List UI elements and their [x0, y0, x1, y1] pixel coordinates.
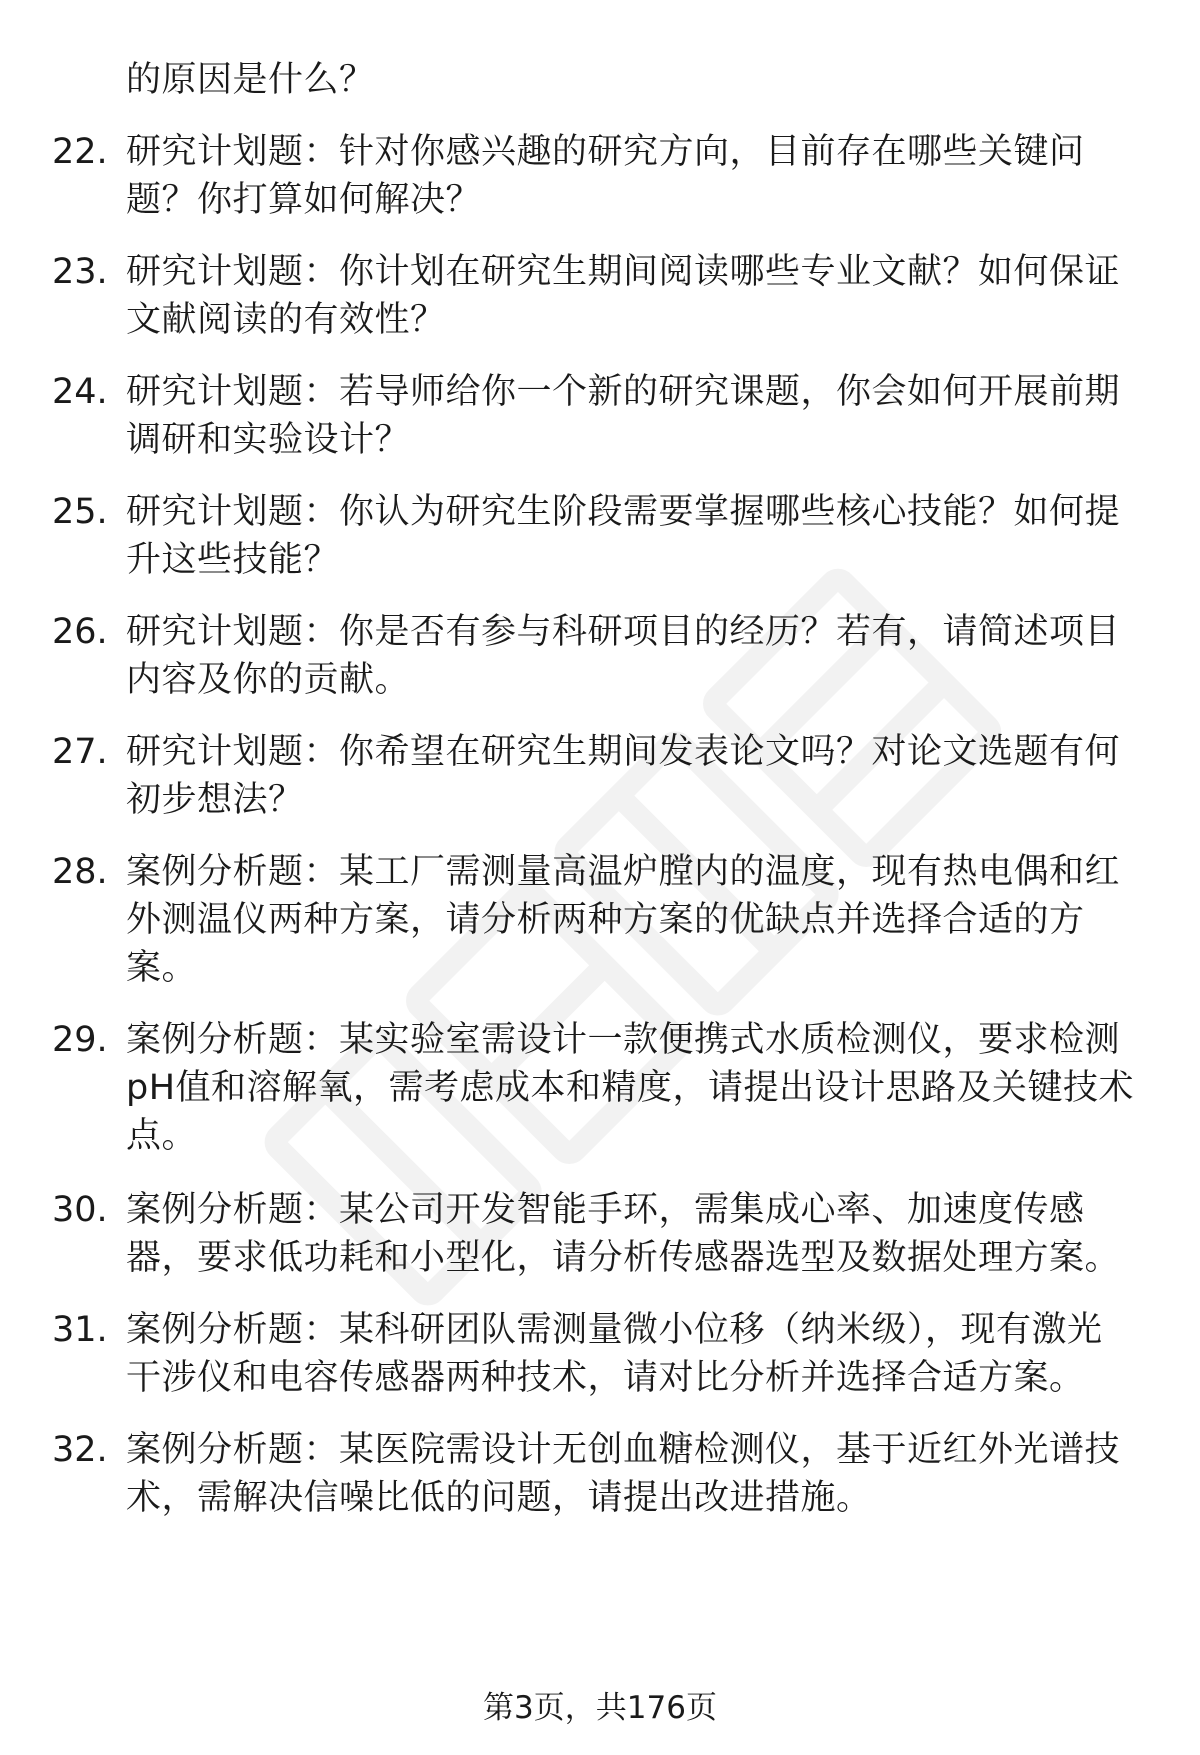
question-text-line: 文献阅读的有效性？	[126, 300, 446, 340]
question-text-line: 内容及你的贡献。	[126, 660, 411, 700]
question-text-line: 研究计划题：针对你感兴趣的研究方向，目前存在哪些关键问	[126, 132, 1085, 172]
question-text	[126, 728, 1156, 824]
question-number: 25.	[52, 492, 108, 532]
question-text-line: 外测温仪两种方案，请分析两种方案的优缺点并选择合适的方	[126, 900, 1085, 940]
question-text-line: 题？你打算如何解决？	[126, 180, 482, 220]
question-number: 23.	[52, 252, 108, 292]
question-text-line: 研究计划题：你认为研究生阶段需要掌握哪些核心技能？如何提	[126, 492, 1121, 532]
question-text-line: 案例分析题：某科研团队需测量微小位移（纳米级），现有激光	[126, 1310, 1103, 1350]
question-text	[126, 608, 1156, 704]
question-text	[126, 1306, 1156, 1402]
question-text	[126, 1016, 1156, 1160]
question-text-line: 研究计划题：若导师给你一个新的研究课题，你会如何开展前期	[126, 372, 1121, 412]
question-text-line: 干涉仪和电容传感器两种技术，请对比分析并选择合适方案。	[126, 1358, 1085, 1398]
question-number: 32.	[52, 1430, 108, 1470]
question-text	[126, 1426, 1156, 1522]
question-text-line: 器，要求低功耗和小型化，请分析传感器选型及数据处理方案。	[126, 1238, 1121, 1278]
question-number: 24.	[52, 372, 108, 412]
question-text-line: 案例分析题：某工厂需测量高温炉膛内的温度，现有热电偶和红	[126, 852, 1121, 892]
question-text-line: 调研和实验设计？	[126, 420, 411, 460]
question-text-line: 升这些技能？	[126, 540, 340, 580]
question-number: 22.	[52, 132, 108, 172]
question-text-line: 案例分析题：某实验室需设计一款便携式水质检测仪，要求检测	[126, 1020, 1121, 1060]
page-footer: 第3页，共176页	[483, 1690, 717, 1726]
question-text	[126, 848, 1156, 992]
question-number: 31.	[52, 1310, 108, 1350]
question-text	[126, 128, 1156, 224]
question-text-line: 案例分析题：某医院需设计无创血糖检测仪，基于近红外光谱技	[126, 1430, 1121, 1470]
question-number: 26.	[52, 612, 108, 652]
question-number: 29.	[52, 1020, 108, 1060]
question-number: 27.	[52, 732, 108, 772]
question-text-line: 案例分析题：某公司开发智能手环，需集成心率、加速度传感	[126, 1190, 1085, 1230]
question-text-line: 术，需解决信噪比低的问题，请提出改进措施。	[126, 1478, 872, 1518]
question-text	[126, 248, 1156, 344]
question-number: 28.	[52, 852, 108, 892]
question-text	[126, 1186, 1156, 1282]
question-text-line: pH值和溶解氧，需考虑成本和精度，请提出设计思路及关键技术	[126, 1068, 1135, 1108]
question-text	[126, 368, 1156, 464]
question-text	[126, 488, 1156, 584]
question-text-line: 研究计划题：你希望在研究生期间发表论文吗？对论文选题有何	[126, 732, 1121, 772]
question-text-line: 初步想法？	[126, 780, 304, 820]
question-text-line: 研究计划题：你是否有参与科研项目的经历？若有，请简述项目	[126, 612, 1121, 652]
question-number: 30.	[52, 1190, 108, 1230]
question-text-line: 的原因是什么？	[126, 60, 375, 100]
question-text	[126, 56, 1156, 104]
question-text-line: 研究计划题：你计划在研究生期间阅读哪些专业文献？如何保证	[126, 252, 1121, 292]
question-text-line: 点。	[126, 1116, 198, 1156]
question-text-line: 案。	[126, 948, 198, 988]
